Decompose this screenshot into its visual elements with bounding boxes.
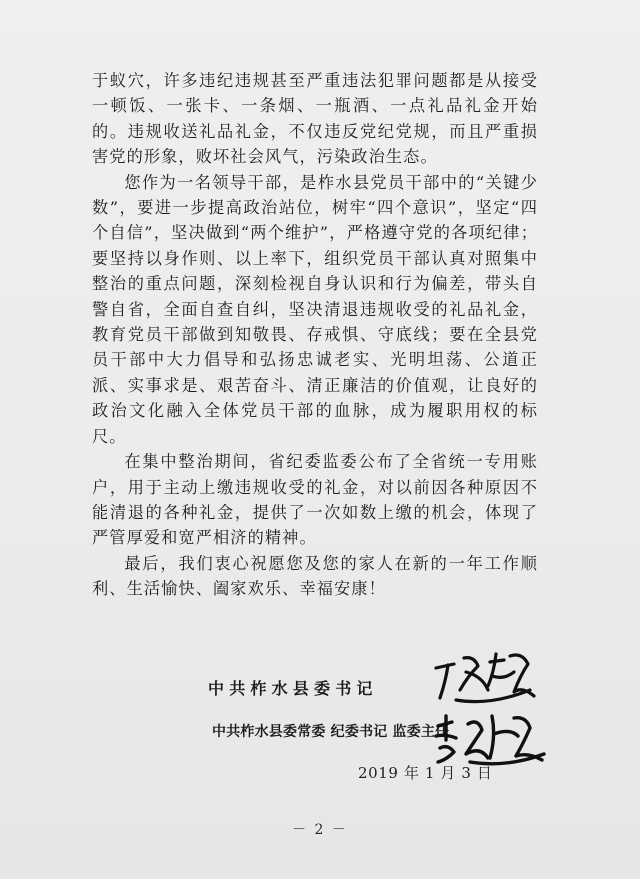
paragraph-2: 您作为一名领导干部，是柞水县党员干部中的“关键少数”，要进一步提高政治站位，树牢“四个意识”，坚定“四个自信”，坚决做到“两个维护”，严格遵守党的各项纪律；要坚持以身作则、以上率下，组织党员干部认真对照集中整治的重点问题，深刻检视自身认识和行为偏差，带头自警自省，全面自查自纠，坚决清退违规收受的礼品礼金，教育党员干部做到知敬畏、存戒惧、守底线；要在全县党员干部中大力倡导和弘扬忠诚老实、光明坦荡、公道正派、实事求是、艰苦奋斗、清正廉洁的价值观，让良好的政治文化融入全体党员干部的血脉，成为履职用权的标尺。 xyxy=(92,172,538,446)
signatory-title-discipline-secretary: 中共柞水县委常委 纪委书记 监委主任 xyxy=(212,724,450,740)
handwritten-signature-2 xyxy=(430,706,550,768)
page-number: － 2 － xyxy=(292,822,348,838)
paragraph-4: 最后，我们衷心祝愿您及您的家人在新的一年工作顺利、生活愉快、阖家欢乐、幸福安康！ xyxy=(92,553,538,599)
handwritten-signature-1 xyxy=(430,646,540,708)
signatory-title-party-secretary: 中共柞水县委书记 xyxy=(208,679,378,698)
paragraph-1: 于蚁穴，许多违纪违规甚至严重违法犯罪问题都是从接受一顿饭、一张卡、一条烟、一瓶酒、一点礼品礼金开始的。违规收送礼品礼金，不仅违反党纪党规，而且严重损害党的形象，败坏社会风气，污染政治生态。 xyxy=(92,71,538,167)
letter-body xyxy=(92,68,538,602)
document-date: 2019 年 1 月 3 日 xyxy=(358,764,493,782)
paragraph-3: 在集中整治期间，省纪委监委公布了全省统一专用账户，用于主动上缴违规收受的礼金，对以前因各种原因不能清退的各种礼金，提供了一次如数上缴的机会，体现了严管厚爱和宽严相济的精神。 xyxy=(92,452,538,548)
